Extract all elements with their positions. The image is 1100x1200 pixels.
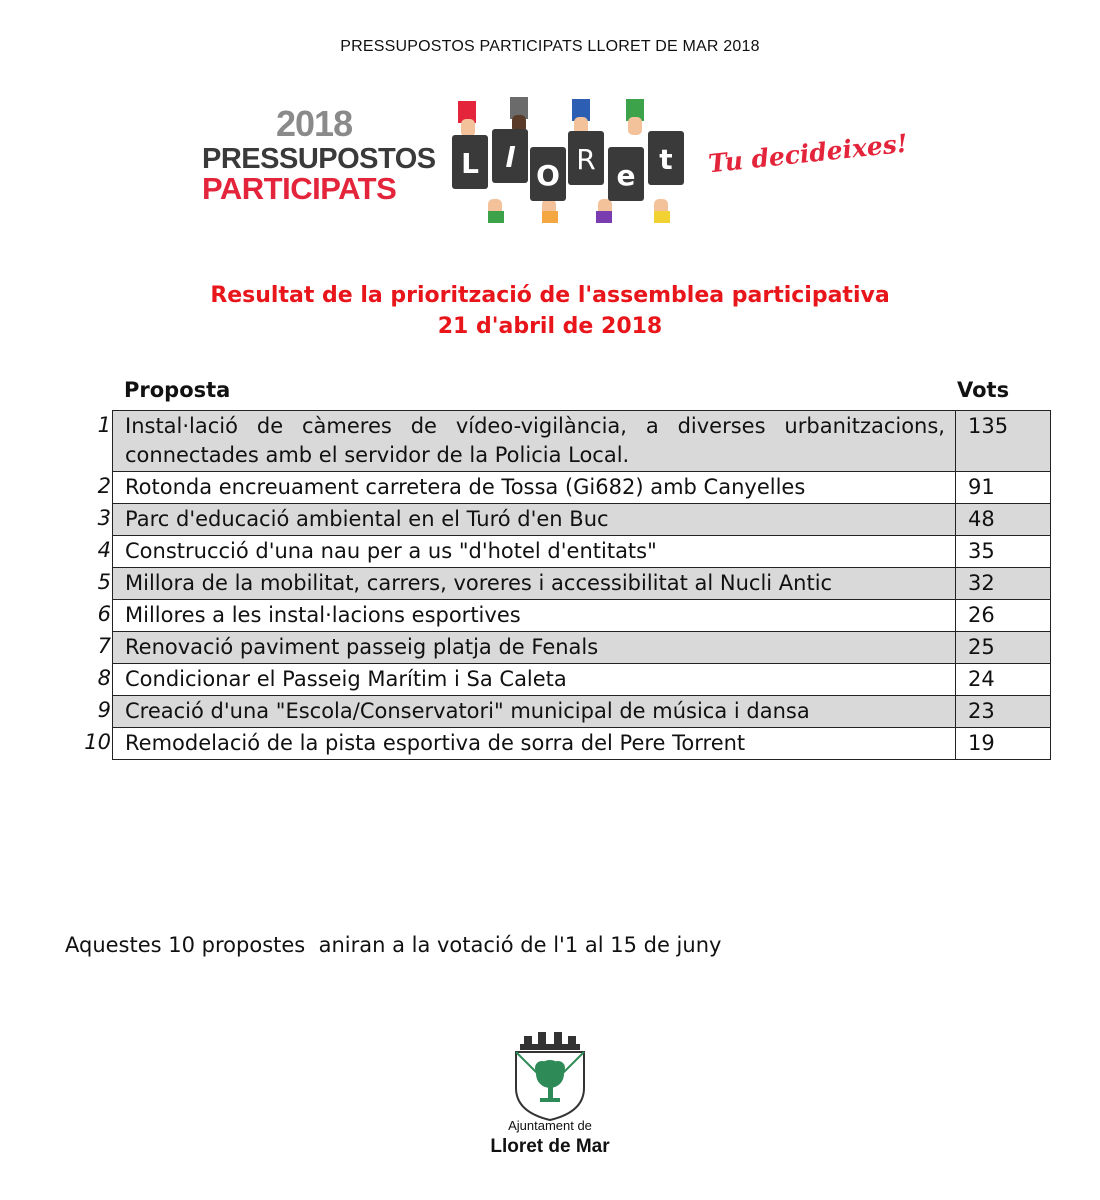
table-row: [65, 568, 1051, 600]
card-letter-1: L: [461, 147, 479, 180]
proposal-cell: Instal·lació de càmeres de vídeo-vigilància, a diverses urbanitzacions, connectades amb el servidor de la Policia Local.: [113, 411, 956, 472]
council-name-line-2: Lloret de Mar: [490, 1136, 610, 1157]
proposal-cell: Remodelació de la pista esportiva de sorra del Pere Torrent: [113, 728, 956, 760]
votes-cell: 32: [956, 568, 1051, 600]
lloret-cards-logo: [450, 95, 690, 225]
letter-cards: [452, 129, 684, 201]
row-number: 8: [65, 664, 113, 696]
page-title: [0, 280, 1100, 342]
council-name-line-1: Ajuntament de: [508, 1118, 592, 1133]
logo-year: 2018: [276, 103, 353, 144]
table-row: [65, 600, 1051, 632]
card-letter-2: l: [505, 141, 515, 174]
table-row: [65, 728, 1051, 760]
row-number: 6: [65, 600, 113, 632]
row-number: 2: [65, 472, 113, 504]
table-row: [65, 411, 1051, 472]
votes-cell: 25: [956, 632, 1051, 664]
title-line-2: 21 d'abril de 2018: [437, 314, 663, 339]
proposal-cell: Construcció d'una nau per a us "d'hotel d'entitats": [113, 536, 956, 568]
footnote: Aquestes 10 propostes aniran a la votació de l'1 al 15 de juny: [65, 933, 722, 957]
row-number: 1: [65, 411, 113, 472]
votes-cell: 26: [956, 600, 1051, 632]
proposal-cell: Rotonda encreuament carretera de Tossa (Gi682) amb Canyelles: [113, 472, 956, 504]
pressupostos-participats-logo: [200, 95, 920, 225]
proposal-cell: Renovació paviment passeig platja de Fenals: [113, 632, 956, 664]
table-row: [65, 504, 1051, 536]
table-row: [65, 536, 1051, 568]
votes-cell: 135: [956, 411, 1051, 472]
row-number: 10: [65, 728, 113, 760]
logo-tagline: Tu decideixes!: [707, 128, 910, 179]
votes-cell: 48: [956, 504, 1051, 536]
row-number: 7: [65, 632, 113, 664]
card-letter-6: t: [659, 143, 673, 176]
column-header-proposta: Proposta: [124, 378, 231, 402]
table-row: [65, 472, 1051, 504]
proposal-cell: Parc d'educació ambiental en el Turó d'en Buc: [113, 504, 956, 536]
row-number: 9: [65, 696, 113, 728]
logo-participats: PARTICIPATS: [202, 171, 397, 206]
proposal-cell: Creació d'una "Escola/Conservatori" municipal de música i dansa: [113, 696, 956, 728]
votes-cell: 23: [956, 696, 1051, 728]
table-row: [65, 696, 1051, 728]
card-letter-5: e: [616, 159, 636, 192]
coat-of-arms-icon: [506, 1030, 594, 1122]
votes-cell: 91: [956, 472, 1051, 504]
column-header-vots: Vots: [957, 378, 1010, 402]
table-row: [65, 632, 1051, 664]
logo-pressupostos: PRESSUPOSTOS: [202, 143, 436, 175]
votes-cell: 24: [956, 664, 1051, 696]
card-letter-4: R: [576, 143, 596, 176]
proposal-cell: Condicionar el Passeig Marítim i Sa Caleta: [113, 664, 956, 696]
table-row: [65, 664, 1051, 696]
row-number: 4: [65, 536, 113, 568]
row-number: 5: [65, 568, 113, 600]
votes-cell: 19: [956, 728, 1051, 760]
title-line-1: Resultat de la priorització de l'assemblea participativa: [210, 283, 890, 308]
proposal-cell: Millores a les instal·lacions esportives: [113, 600, 956, 632]
proposal-cell: Millora de la mobilitat, carrers, voreres i accessibilitat al Nucli Antic: [113, 568, 956, 600]
document-header: PRESSUPOSTOS PARTICIPATS LLORET DE MAR 2018: [340, 38, 760, 55]
card-letter-3: O: [536, 159, 560, 192]
row-number: 3: [65, 504, 113, 536]
results-table: [65, 410, 1051, 760]
votes-cell: 35: [956, 536, 1051, 568]
